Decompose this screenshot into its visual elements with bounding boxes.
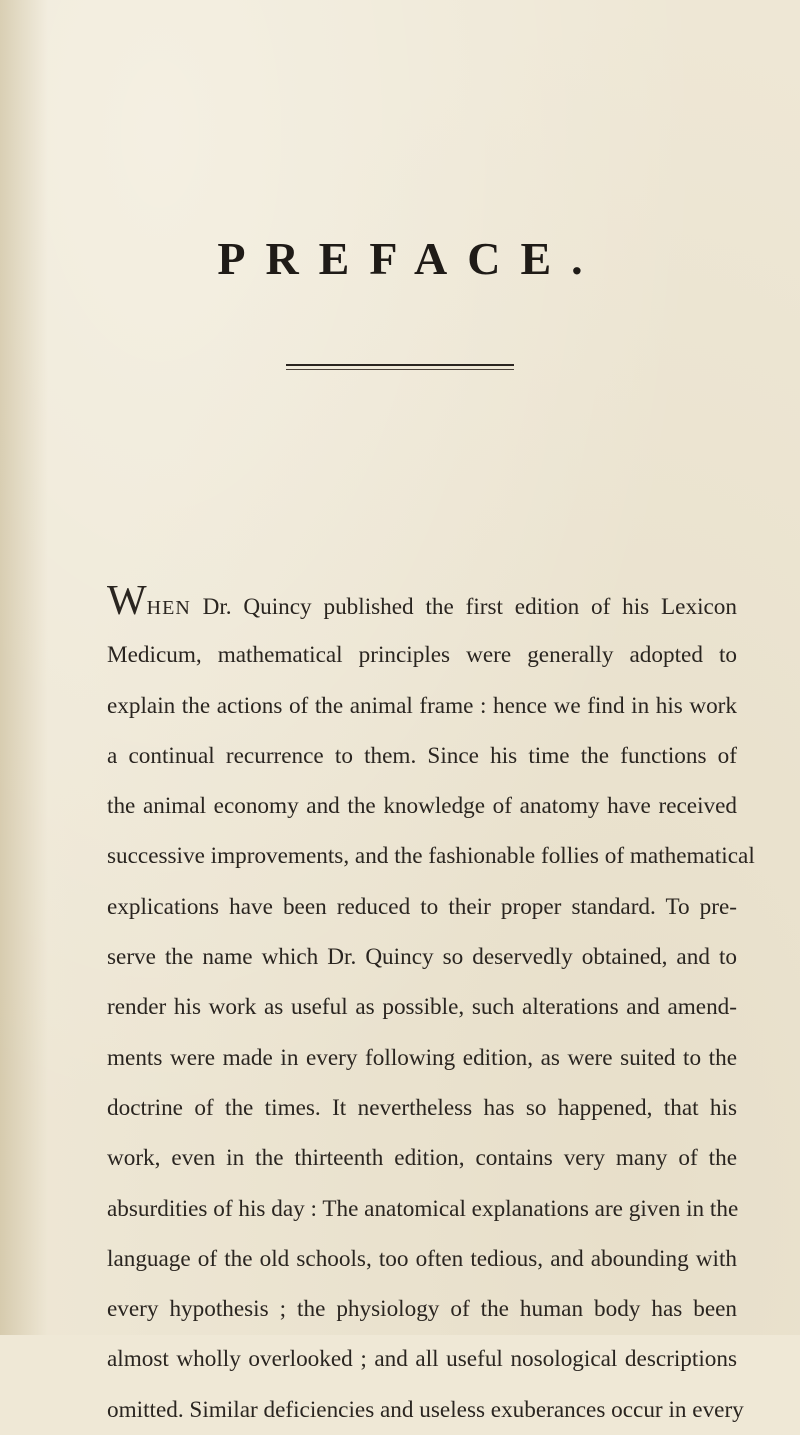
text-line: almost wholly overlooked ; and all useful nosological descriptions xyxy=(107,1346,737,1373)
opening-rest: Dr. Quincy published the first edition of his Lexicon xyxy=(190,594,737,620)
drop-cap: W xyxy=(107,578,147,624)
text-line: absurdities of his day : The anatomical explanations are given in the xyxy=(107,1195,739,1222)
text-line: omitted. Similar deficiencies and useless exuberances occur in every xyxy=(107,1396,744,1423)
text-line: every hypothesis ; the physiology of the human body has been xyxy=(107,1296,737,1323)
text-line-opening xyxy=(107,580,737,630)
text-line: explain the actions of the animal frame : hence we find in his work xyxy=(107,692,737,719)
preface-body xyxy=(107,578,755,1435)
text-line: ments were made in every following edition, as were suited to the xyxy=(107,1044,737,1071)
page-edge-stain xyxy=(0,0,48,1335)
divider-line-thin xyxy=(286,369,514,370)
text-line: render his work as useful as possible, such alterations and amend- xyxy=(107,994,737,1021)
page-title: PREFACE. xyxy=(217,233,603,284)
text-line: a continual recurrence to them. Since his time the functions of xyxy=(107,742,737,769)
text-line: explications have been reduced to their proper standard. To pre- xyxy=(107,893,737,920)
text-line: successive improvements, and the fashionable follies of mathematical xyxy=(107,843,755,870)
text-line: the animal economy and the knowledge of anatomy have received xyxy=(107,793,737,820)
text-line: doctrine of the times. It nevertheless has so happened, that his xyxy=(107,1094,737,1121)
text-line: work, even in the thirteenth edition, contains very many of the xyxy=(107,1145,737,1172)
opening-smallcaps: HEN xyxy=(146,597,191,619)
text-line: Medicum, mathematical principles were generally adopted to xyxy=(107,642,737,669)
divider-line-thick xyxy=(286,364,514,366)
text-line: language of the old schools, too often tedious, and abounding with xyxy=(107,1245,737,1272)
title-divider xyxy=(286,364,514,373)
text-line: serve the name which Dr. Quincy so deservedly obtained, and to xyxy=(107,944,737,971)
